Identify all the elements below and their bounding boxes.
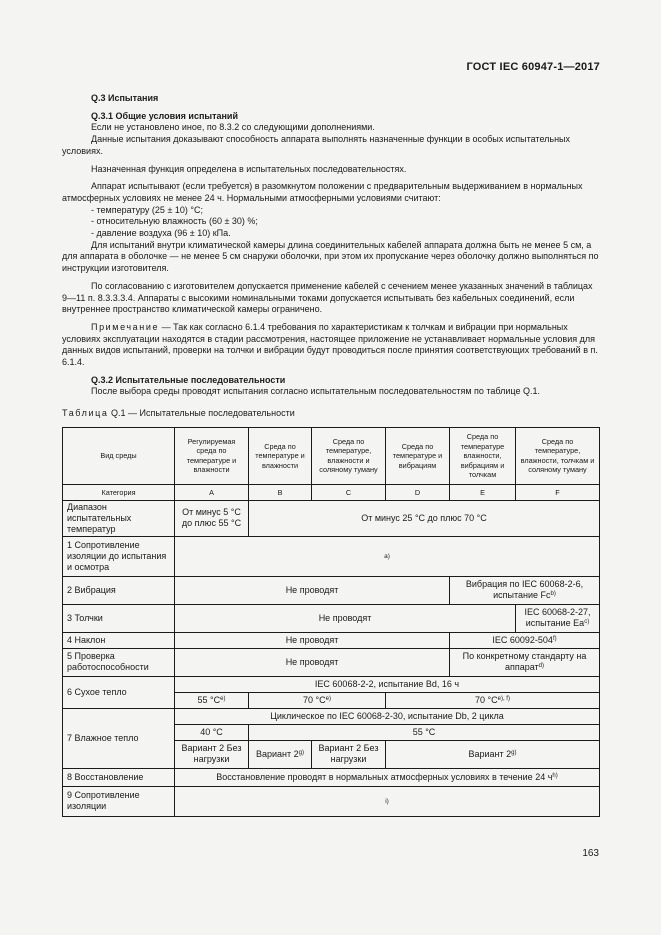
cell-text: Вариант 2: [468, 748, 512, 759]
table-row: [63, 708, 600, 724]
row-label: 8 Восстановление: [63, 768, 175, 786]
row-label: 4 Наклон: [63, 632, 175, 648]
row-label: Диапазон испытательных температур: [63, 500, 175, 536]
category-cell: F: [516, 484, 600, 500]
footnote-mark: d): [538, 663, 545, 670]
table-row: [63, 676, 600, 692]
cell-text: Восстановление проводят в нормальных атмосферных условиях в течение 24 ч: [216, 771, 553, 782]
list-item: - давление воздуха (96 ± 10) кПа.: [91, 228, 231, 239]
table-caption-label: Таблица: [62, 408, 109, 419]
table-cell: Не проводят: [175, 632, 450, 648]
header-cell: Среда по температуре, влажности и соляному туману: [312, 427, 386, 484]
table-cell: От минус 5 °C до плюс 55 °C: [175, 500, 249, 536]
table-cell: 40 °C: [175, 724, 249, 740]
cell-text: По конкретному стандарту на аппарат: [462, 651, 587, 673]
paragraph: По согласованию с изготовителем допускается применение кабелей с сечением менее указанных значений в таблицах 9—11 п. 8.3.3.3.4. Аппараты с высокими номинальными токами допускается испытывать без кабельных соединений, если внутреннее пространство климатической камеры ограничено.: [62, 280, 593, 315]
list-item: - температуру (25 ± 10) °C;: [91, 204, 203, 215]
category-label: Категория: [63, 484, 175, 500]
table-caption: [62, 408, 599, 420]
table-cell: [450, 632, 600, 648]
table-row: [63, 484, 600, 500]
table-row: [63, 632, 600, 648]
cell-text: 55 °C: [197, 694, 221, 705]
footnote-mark: f): [552, 635, 557, 642]
list-item: - относительную влажность (60 ± 30) %;: [91, 216, 258, 227]
category-cell: B: [249, 484, 312, 500]
header-cell: Среда по температуре, влажности, толчкам и соляному туману: [516, 427, 600, 484]
table-cell: [450, 648, 600, 676]
document-header: ГОСТ IEC 60947-1—2017: [466, 61, 600, 73]
cell-text: IEC 60068-2-27, испытание Ea: [524, 607, 591, 629]
table-row: [63, 648, 600, 676]
table-cell: [386, 692, 600, 708]
section-heading-q3: Q.3 Испытания: [91, 93, 159, 103]
table-caption-text: Q.1 — Испытательные последовательности: [108, 408, 295, 419]
note-label: Примечание: [91, 321, 160, 332]
table-cell: [516, 604, 600, 632]
table-cell: Не проводят: [175, 604, 516, 632]
table-cell: Не проводят: [175, 648, 450, 676]
row-label: 6 Сухое тепло: [63, 676, 175, 708]
table-cell: [175, 768, 600, 786]
footnote-mark: e), f): [497, 695, 510, 702]
table-row: [63, 536, 600, 576]
table-cell: [386, 740, 600, 768]
footnote-mark: g): [511, 749, 517, 756]
category-cell: D: [386, 484, 450, 500]
table-cell: IEC 60068-2-2, испытание Bd, 16 ч: [175, 676, 600, 692]
row-label: 2 Вибрация: [63, 576, 175, 604]
table-cell: i): [175, 786, 600, 816]
section-heading-q31: Q.3.1 Общие условия испытаний: [91, 110, 238, 121]
footnote-mark: e): [220, 695, 226, 702]
paragraph: Для испытаний внутри климатической камеры длина соединительных кабелей аппарата должна быть не менее 5 см, а для аппарата в оболочке — не менее 5 см снаружи оболочки, при этом их пропускание через оболочку должно выполняться по инструкции изготовителя.: [62, 239, 599, 274]
cell-text: 70 °C: [475, 694, 498, 705]
header-cell: Вид среды: [63, 427, 175, 484]
table-cell: [249, 692, 386, 708]
table-cell: Не проводят: [175, 576, 450, 604]
category-cell: C: [312, 484, 386, 500]
cell-text: IEC 60092-504: [492, 634, 553, 645]
footnote-mark: h): [552, 772, 558, 779]
table-row: [63, 604, 600, 632]
table-row: [63, 500, 600, 536]
footnote-mark: c): [584, 619, 590, 626]
header-cell: Среда по температуре и вибрациям: [386, 427, 450, 484]
table-row: [63, 786, 600, 816]
row-label: 3 Толчки: [63, 604, 175, 632]
table-cell: [249, 740, 312, 768]
paragraph: Назначенная функция определена в испытательных последовательностях.: [91, 163, 407, 174]
table-cell: [175, 692, 249, 708]
table-row: [63, 576, 600, 604]
row-label: 5 Проверка работоспособности: [63, 648, 175, 676]
row-label: 9 Сопротивление изоляции: [63, 786, 175, 816]
header-cell: Регулируемая среда по температуре и влажности: [175, 427, 249, 484]
footnote-mark: e): [325, 695, 331, 702]
category-cell: E: [450, 484, 516, 500]
document-body: [62, 93, 599, 817]
paragraph: Аппарат испытывают (если требуется) в разомкнутом положении с предварительным выдерживанием в нормальных атмосферных условиях не менее 24 ч. Нормальными атмосферными условиями считают:: [62, 181, 583, 203]
header-cell: Среда по температуре влажности, вибрациям и толчкам: [450, 427, 516, 484]
table-cell: Вариант 2 Без нагрузки: [312, 740, 386, 768]
table-cell: [450, 576, 600, 604]
paragraph: После выбора среды проводят испытания согласно испытательным последовательностям по таблице Q.1.: [91, 386, 541, 397]
cell-text: Вибрация по IEC 60068-2-6, испытание Fc: [465, 579, 584, 601]
table-cell: 55 °C: [249, 724, 600, 740]
note: [62, 322, 599, 369]
category-cell: A: [175, 484, 249, 500]
page-number: 163: [582, 848, 599, 859]
row-label: 1 Сопротивление изоляции до испытания и осмотра: [63, 536, 175, 576]
table-cell: Вариант 2 Без нагрузки: [175, 740, 249, 768]
table-row: [63, 768, 600, 786]
table-cell: Циклическое по IEC 60068-2-30, испытание Db, 2 цикла: [175, 708, 600, 724]
row-label: 7 Влажное тепло: [63, 708, 175, 768]
test-sequences-table: [62, 427, 600, 817]
paragraph: Если не установлено иное, по 8.3.2 со следующими дополнениями.: [91, 122, 375, 133]
note-text: — Так как согласно 6.1.4 требования по характеристикам к толчкам и вибрации при нормальных условиях эксплуатации находятся в стадии рассмотрения, настоящее приложение не устанавливает нормальные условия для данных видов испытаний, проверки на толчки и вибрации будут проводиться после принятия соответствующих требований в п. 6.1.4.: [62, 321, 598, 368]
table-cell: От минус 25 °C до плюс 70 °C: [249, 500, 600, 536]
footnote-mark: b): [550, 591, 556, 598]
paragraph: Данные испытания доказывают способность аппарата выполнять назначенные функции в особых испытательных условиях.: [62, 134, 571, 156]
table-cell: a): [175, 536, 600, 576]
section-heading-q32: Q.3.2 Испытательные последовательности: [91, 374, 286, 385]
table-header-row: [63, 427, 600, 484]
cell-text: Вариант 2: [256, 748, 299, 759]
cell-text: 70 °C: [303, 694, 326, 705]
footnote-mark: g): [298, 749, 304, 756]
header-cell: Среда по температуре и влажности: [249, 427, 312, 484]
